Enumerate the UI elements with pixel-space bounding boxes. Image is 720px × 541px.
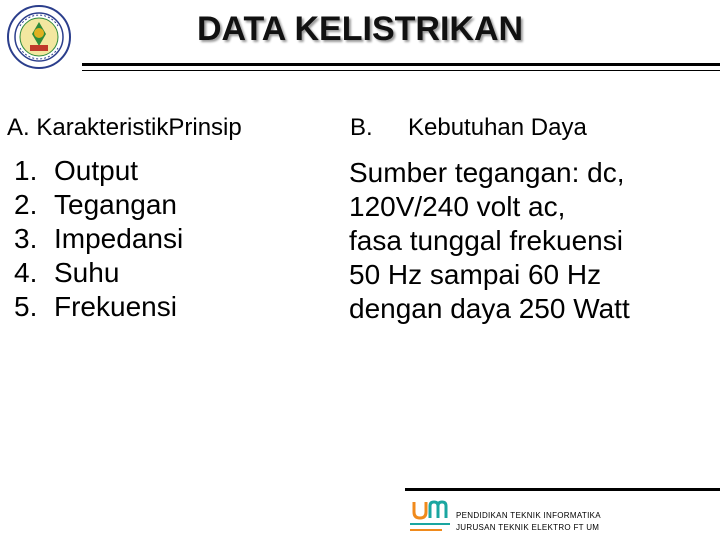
list-item-label: Tegangan [54,189,178,220]
description-line: 120V/240 volt ac, [349,191,566,222]
description-line: dengan daya 250 Watt [349,293,630,324]
section-b-heading [350,114,587,142]
list-item [14,256,183,290]
list-item-label: Suhu [54,257,120,288]
list-item-label: Frekuensi [54,291,177,322]
page-title: DATA KELISTRIKAN [196,10,524,48]
list-item-label: Impedansi [54,223,184,254]
list-item-number: 5. [14,291,38,322]
section-b-letter: B. [350,114,373,141]
characteristics-list [14,154,183,324]
list-item [14,154,183,188]
list-item-number: 3. [14,223,38,254]
list-item-number: 4. [14,257,38,288]
list-item [14,188,183,222]
list-item-label: Output [54,155,139,186]
list-item-number: 2. [14,189,38,220]
um-logo [408,496,456,536]
list-item [14,290,183,324]
description-line: 50 Hz sampai 60 Hz [349,259,602,290]
description-line: Sumber tegangan: dc, [349,157,625,188]
footer-rule [405,488,720,491]
footer-line-2: JURUSAN TEKNIK ELEKTRO FT UM [456,523,600,532]
footer-line-1: PENDIDIKAN TEKNIK INFORMATIKA [456,511,601,520]
header-rule-thick [82,63,720,66]
footer-text [456,510,601,534]
section-b-title: Kebutuhan Daya [408,114,587,141]
power-requirement-text [349,156,630,326]
description-line: fasa tunggal frekuensi [349,225,623,256]
header-rule-thin [82,70,720,71]
section-a-heading: A. KarakteristikPrinsip [7,114,242,141]
list-item [14,222,183,256]
list-item-number: 1. [14,155,38,186]
